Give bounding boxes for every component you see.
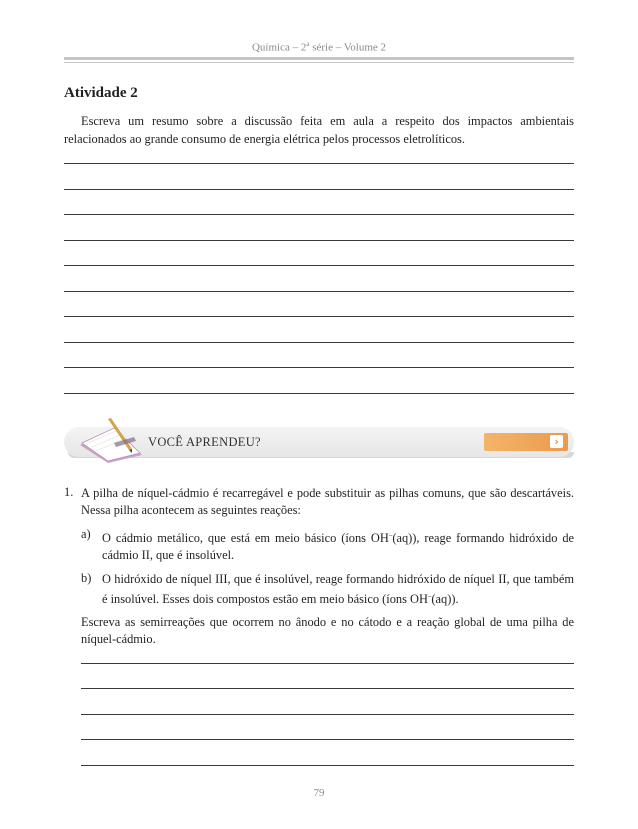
- header-rule-thick: [64, 57, 574, 60]
- answer-line[interactable]: [64, 163, 574, 164]
- item-b-text: [102, 571, 574, 608]
- banner-accent-bar: [484, 433, 568, 451]
- answer-line[interactable]: [64, 342, 574, 343]
- answer-line[interactable]: [64, 189, 574, 190]
- item-a-text: [102, 527, 574, 564]
- item-a-pre: O cádmio metálico, que está em meio básico (íons OH: [102, 531, 389, 546]
- question-text: A pilha de níquel-cádmio é recarregável e pode substituir as pilhas comuns, que são descartáveis. Nessa pilha acontecem as seguintes reações:: [81, 486, 574, 517]
- item-a-post: (aq)), reage formando hidróxido de cádmio II, que é insolúvel.: [102, 531, 575, 563]
- answer-line[interactable]: [64, 265, 574, 266]
- header-post: série – Volume 2: [309, 41, 387, 54]
- answer-line[interactable]: [81, 663, 574, 664]
- answer-line[interactable]: [81, 714, 574, 715]
- answer-line[interactable]: [81, 688, 574, 689]
- section-banner: [64, 427, 574, 457]
- banner-label: VOCÊ APRENDEU?: [148, 435, 261, 449]
- answer-line[interactable]: [64, 214, 574, 215]
- item-b-sup: –: [427, 592, 432, 600]
- page-number: 79: [313, 787, 325, 799]
- page-header: [0, 40, 638, 54]
- answer-line[interactable]: [81, 739, 574, 740]
- item-a-letter: a): [81, 527, 91, 541]
- header-pre: Química – 2: [251, 41, 307, 54]
- chevron-right-icon[interactable]: ›: [550, 435, 563, 448]
- answer-line[interactable]: [64, 291, 574, 292]
- activity-instructions: Escreva um resumo sobre a discussão feita em aula a respeito dos impactos ambientais relacionados ao grande consumo de energia elétrica pelos processos eletrolíticos.: [64, 114, 574, 146]
- activity-title: Atividade 2: [64, 85, 138, 101]
- item-b-post: (aq)).: [431, 592, 459, 607]
- question-prompt: Escreva as semirreações que ocorrem no ânodo e no cátodo e a reação global de uma pilha de níquel-cádmio.: [81, 615, 574, 646]
- question-number: 1.: [64, 485, 74, 499]
- header-sup: a: [306, 40, 310, 48]
- answer-line[interactable]: [81, 765, 574, 766]
- answer-line[interactable]: [64, 393, 574, 394]
- header-rule-thin: [64, 62, 574, 63]
- item-b-letter: b): [81, 571, 92, 585]
- answer-line[interactable]: [64, 367, 574, 368]
- answer-line[interactable]: [64, 240, 574, 241]
- answer-line[interactable]: [64, 316, 574, 317]
- item-b-pre: O hidróxido de níquel III, que é insolúvel, reage formando hidróxido de níquel II, que também é insolúvel. Esses dois compostos estão em meio básico (íons OH: [102, 572, 574, 607]
- item-a-sup: –: [388, 531, 393, 539]
- notebook-pencil-icon: [74, 415, 146, 463]
